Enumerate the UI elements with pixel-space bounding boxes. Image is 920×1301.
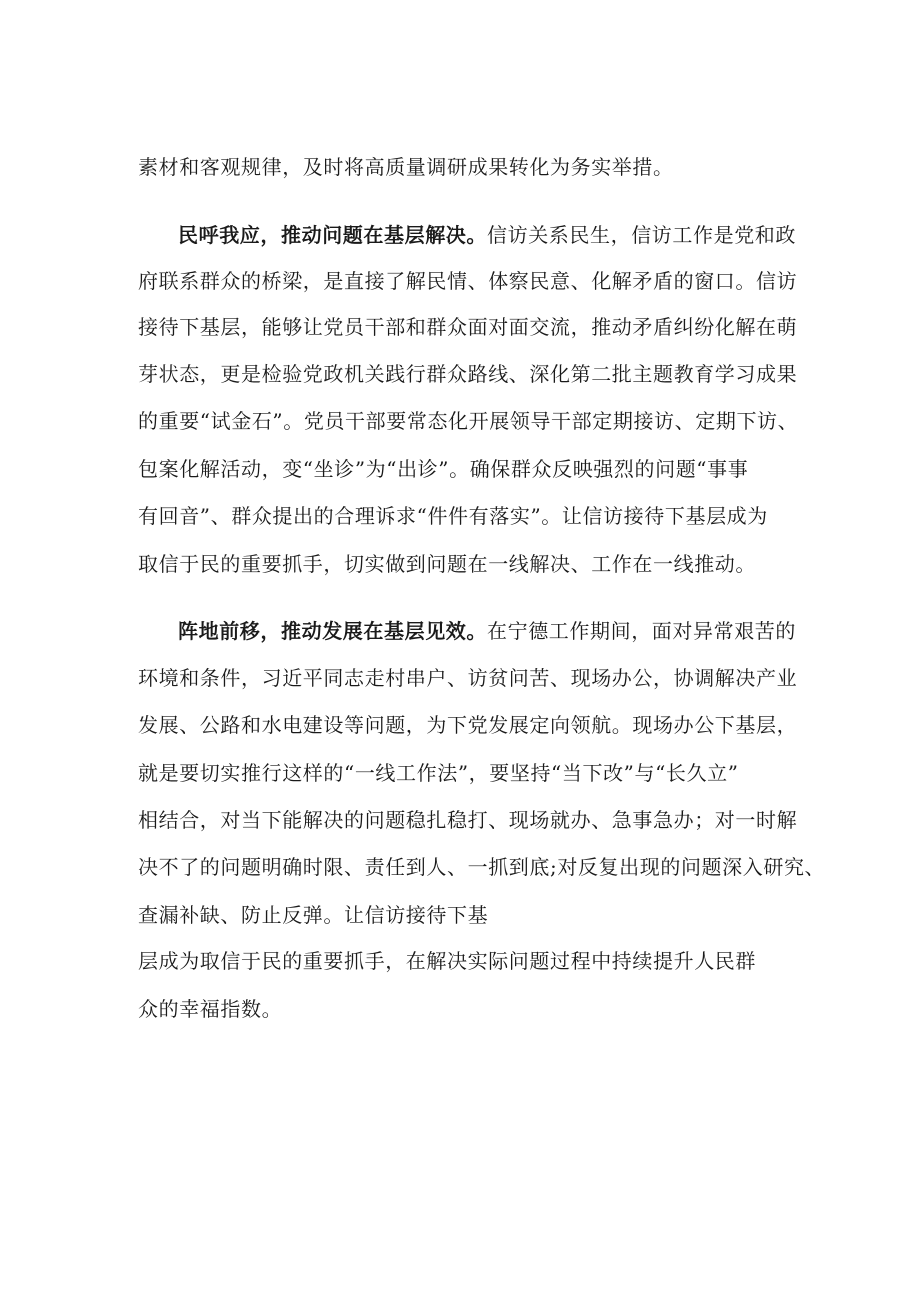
text-line: 取信于民的重要抓手，切实做到问题在一线解决、工作在一线推动。 — [138, 552, 756, 576]
paragraph-text: 信访关系民生，信访工作是党和政 — [487, 223, 796, 247]
paragraph-heading: 阵地前移，推动发展在基层见效。 — [178, 619, 487, 643]
text-line: 府联系群众的桥梁，是直接了解民情、体察民意、化解矛盾的窗口。信访 — [138, 269, 798, 293]
text-line: 发展、公路和水电建设等问题，为下党发展定向领航。现场办公下基层， — [138, 713, 798, 737]
text-line: 就是要切实推行这样的“一线工作法”，要坚持“当下改”与“长久立” — [138, 761, 739, 785]
text-line: 的重要“试金石”。党员干部要常态化开展领导干部定期接访、定期下访、 — [138, 409, 799, 433]
paragraph-first-line — [178, 618, 796, 644]
paragraph-heading: 民呼我应，推动问题在基层解决。 — [178, 223, 487, 247]
text-line: 素材和客观规律，及时将高质量调研成果转化为务实举措。 — [138, 155, 674, 179]
text-line: 层成为取信于民的重要抓手，在解决实际问题过程中持续提升人民群 — [138, 949, 756, 973]
text-line: 有回音”、群众提出的合理诉求“件件有落实”。让信访接待下基层成为 — [138, 504, 768, 528]
text-line: 相结合，对当下能解决的问题稳扎稳打、现场就办、急事急办；对一时解 — [138, 808, 798, 832]
text-line: 查漏补缺、防止反弹。让信访接待下基 — [138, 903, 489, 927]
text-line: 包案化解活动，变“坐诊”为“出诊”。确保群众反映强烈的问题“事事 — [138, 457, 749, 481]
text-line: 众的幸福指数。 — [138, 997, 283, 1021]
text-line: 芽状态，更是检验党政机关践行群众路线、深化第二批主题教育学习成果 — [138, 362, 798, 386]
paragraph-text: 在宁德工作期间，面对异常艰苦的 — [487, 619, 796, 643]
paragraph-first-line — [178, 222, 796, 248]
text-line: 接待下基层，能够让党员干部和群众面对面交流，推动矛盾纠纷化解在萌 — [138, 315, 798, 339]
text-line: 环境和条件，习近平同志走村串户、访贫问苦、现场办公，协调解决产业 — [138, 666, 798, 690]
text-line: 决不了的问题明确时限、责任到人、一抓到底;对反复出现的问题深入研究、 — [138, 855, 826, 879]
